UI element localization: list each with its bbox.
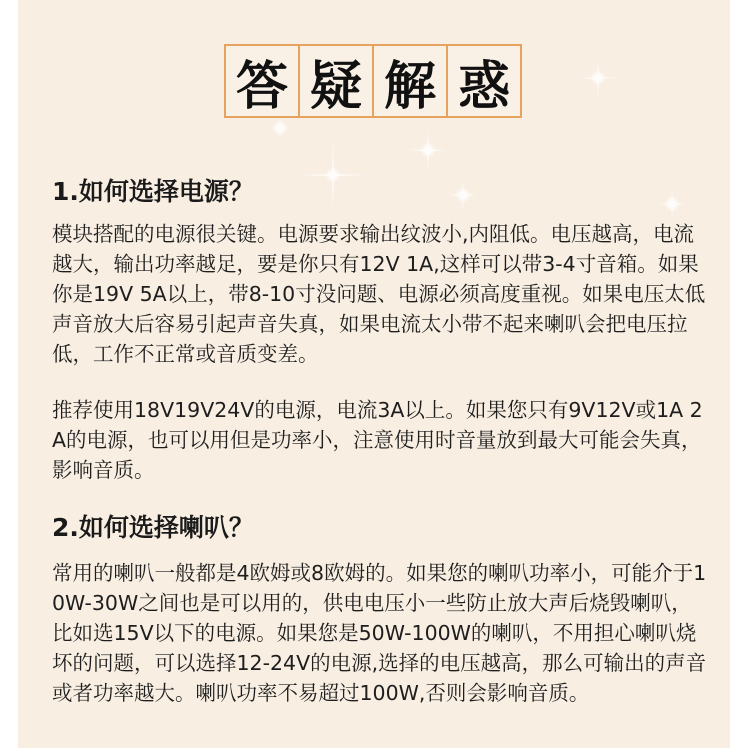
page-title <box>226 44 522 118</box>
section2-heading: 2.如何选择喇叭？ <box>52 513 254 542</box>
sparkle-decoration <box>448 180 478 210</box>
section1-paragraph: 推荐使用18V19V24V的电源，电流3A以上。如果您只有9V12V或1A 2A的电源，也可以用但是功率小，注意使用时音量放到最大可能会失真，影响音质。 <box>52 398 703 482</box>
sparkle-decoration <box>408 130 448 170</box>
section1-heading: 1.如何选择电源？ <box>52 177 254 206</box>
title-char: 解 <box>372 44 448 118</box>
title-char: 惑 <box>446 44 522 118</box>
section1-paragraph: 模块搭配的电源很关键。电源要求输出纹波小,内阻低。电压越高，电流越大，输出功率越足，要是你只有12V 1A,这样可以带3-4寸音箱。如果你是19V 5A以上，带8-10寸没问题、电源必须高度重视。如果电压太低声音放大后容易引起声音失真，如果电流太小带不起来喇叭会把电压拉低，工作不正常或音质变差。 <box>52 222 706 366</box>
title-char: 疑 <box>298 44 374 118</box>
sparkle-decoration <box>268 116 292 140</box>
sparkle-decoration <box>298 140 368 210</box>
title-char: 答 <box>224 44 300 118</box>
section2-paragraph: 常用的喇叭一般都是4欧姆或8欧姆的。如果您的喇叭功率小，可能介于10W-30W之间也是可以用的，供电电压小一些防止放大声后烧毁喇叭，比如选15V以下的电源。如果您是50W-100W的喇叭，不用担心喇叭烧坏的问题，可以选择12-24V的电源,选择的电压越高，那么可输出的声音或者功率越大。喇叭功率不易超过100W,否则会影响音质。 <box>52 561 707 705</box>
page-background <box>18 0 730 748</box>
sparkle-decoration <box>578 58 618 98</box>
sparkle-decoration <box>658 190 686 218</box>
